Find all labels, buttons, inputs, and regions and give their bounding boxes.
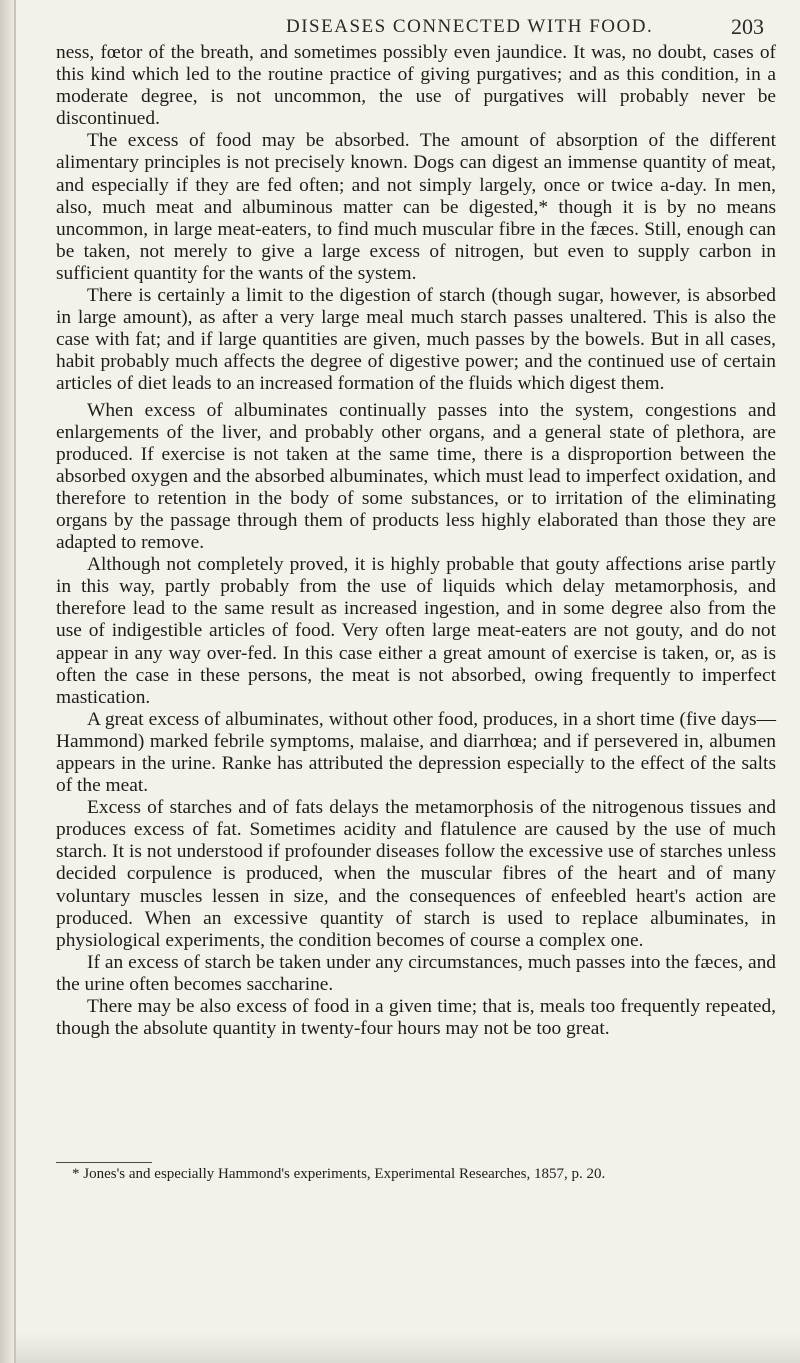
body-text	[56, 42, 776, 1040]
page-header	[56, 14, 764, 42]
paragraph-6: A great excess of albuminates, without other food, produces, in a short time (five days—Hammond) marked febrile symptoms, malaise, and diarrhœa; and if persevered in, albumen appears in the urine. Ranke has attributed the depression especially to the effect of the salts of the meat.	[56, 708, 776, 797]
paragraph-1: ness, fœtor of the breath, and sometimes possibly even jaundice. It was, no doubt, cases of this kind which led to the routine practice of giving purgatives; and as this condition, in a moderate degree, is not uncommon, the use of purgatives will probably never be discontinued.	[56, 42, 776, 130]
footnote-rule	[56, 1162, 152, 1163]
running-head: DISEASES CONNECTED WITH FOOD.	[286, 16, 654, 37]
page-binding-line	[14, 0, 16, 1363]
paragraph-5: Although not completely proved, it is highly probable that gouty affections arise partly in this way, partly probably from the use of liquids which delay metamorphosis, and therefore lead to the same result as increased ingestion, and in some degree also from the use of indigestible articles of food. Very often large meat-eaters are not gouty, and do not appear in any way over-fed. In this case either a great amount of exercise is taken, or, as is often the case in these persons, the meat is not absorbed, owing frequently to imperfect mastication.	[56, 554, 776, 708]
paragraph-2: The excess of food may be absorbed. The amount of absorption of the different alimentary principles is not precisely known. Dogs can digest an immense quantity of meat, and especially if they are fed often; and not simply largely, once or twice a-day. In men, also, much meat and albuminous matter can be digested,* though it is by no means uncommon, in large meat-eaters, to find much muscular fibre in the fæces. Still, enough can be taken, not merely to give a large excess of nitrogen, but even to supply carbon in sufficient quantity for the wants of the system.	[56, 130, 776, 284]
page-binding-edge	[0, 0, 14, 1363]
footnote: * Jones's and especially Hammond's experiments, Experimental Researches, 1857, p. 20.	[72, 1166, 606, 1182]
paragraph-9: There may be also excess of food in a given time; that is, meals too frequently repeated, though the absolute quantity in twenty-four hours may not be too great.	[56, 996, 776, 1040]
paragraph-3: There is certainly a limit to the digestion of starch (though sugar, however, is absorbed in large amount), as after a very large meal much starch passes unaltered. This is also the case with fat; and if large quantities are given, much passes by the bowels. But in all cases, habit probably much affects the degree of digestive power; and the continued use of certain articles of diet leads to an increased formation of the fluids which digest them.	[56, 285, 776, 395]
page-bottom-shadow	[16, 1333, 800, 1363]
paragraph-7: Excess of starches and of fats delays the metamorphosis of the nitrogenous tissues and produces excess of fat. Sometimes acidity and flatulence are caused by the use of much starch. It is not understood if profounder diseases follow the excessive use of starches unless decided corpulence is produced, when the muscular fibres of the heart and of many voluntary muscles lessen in size, and the consequences of enfeebled heart's action are produced. When an excessive quantity of starch is used to replace albuminates, in physiological experiments, the condition becomes of course a complex one.	[56, 797, 776, 951]
paragraph-4: When excess of albuminates continually passes into the system, congestions and enlargements of the liver, and probably other organs, and a general state of plethora, are produced. If exercise is not taken at the same time, there is a disproportion between the absorbed oxygen and the absorbed albuminates, which must lead to imperfect oxidation, and therefore to retention in the body of some substances, or to irritation of the eliminating organs by the passage through them of products less highly elaborated than those they are adapted to remove.	[56, 399, 776, 554]
paragraph-8: If an excess of starch be taken under any circumstances, much passes into the fæces, and the urine often becomes saccharine.	[56, 951, 776, 995]
page-number: 203	[731, 14, 764, 39]
